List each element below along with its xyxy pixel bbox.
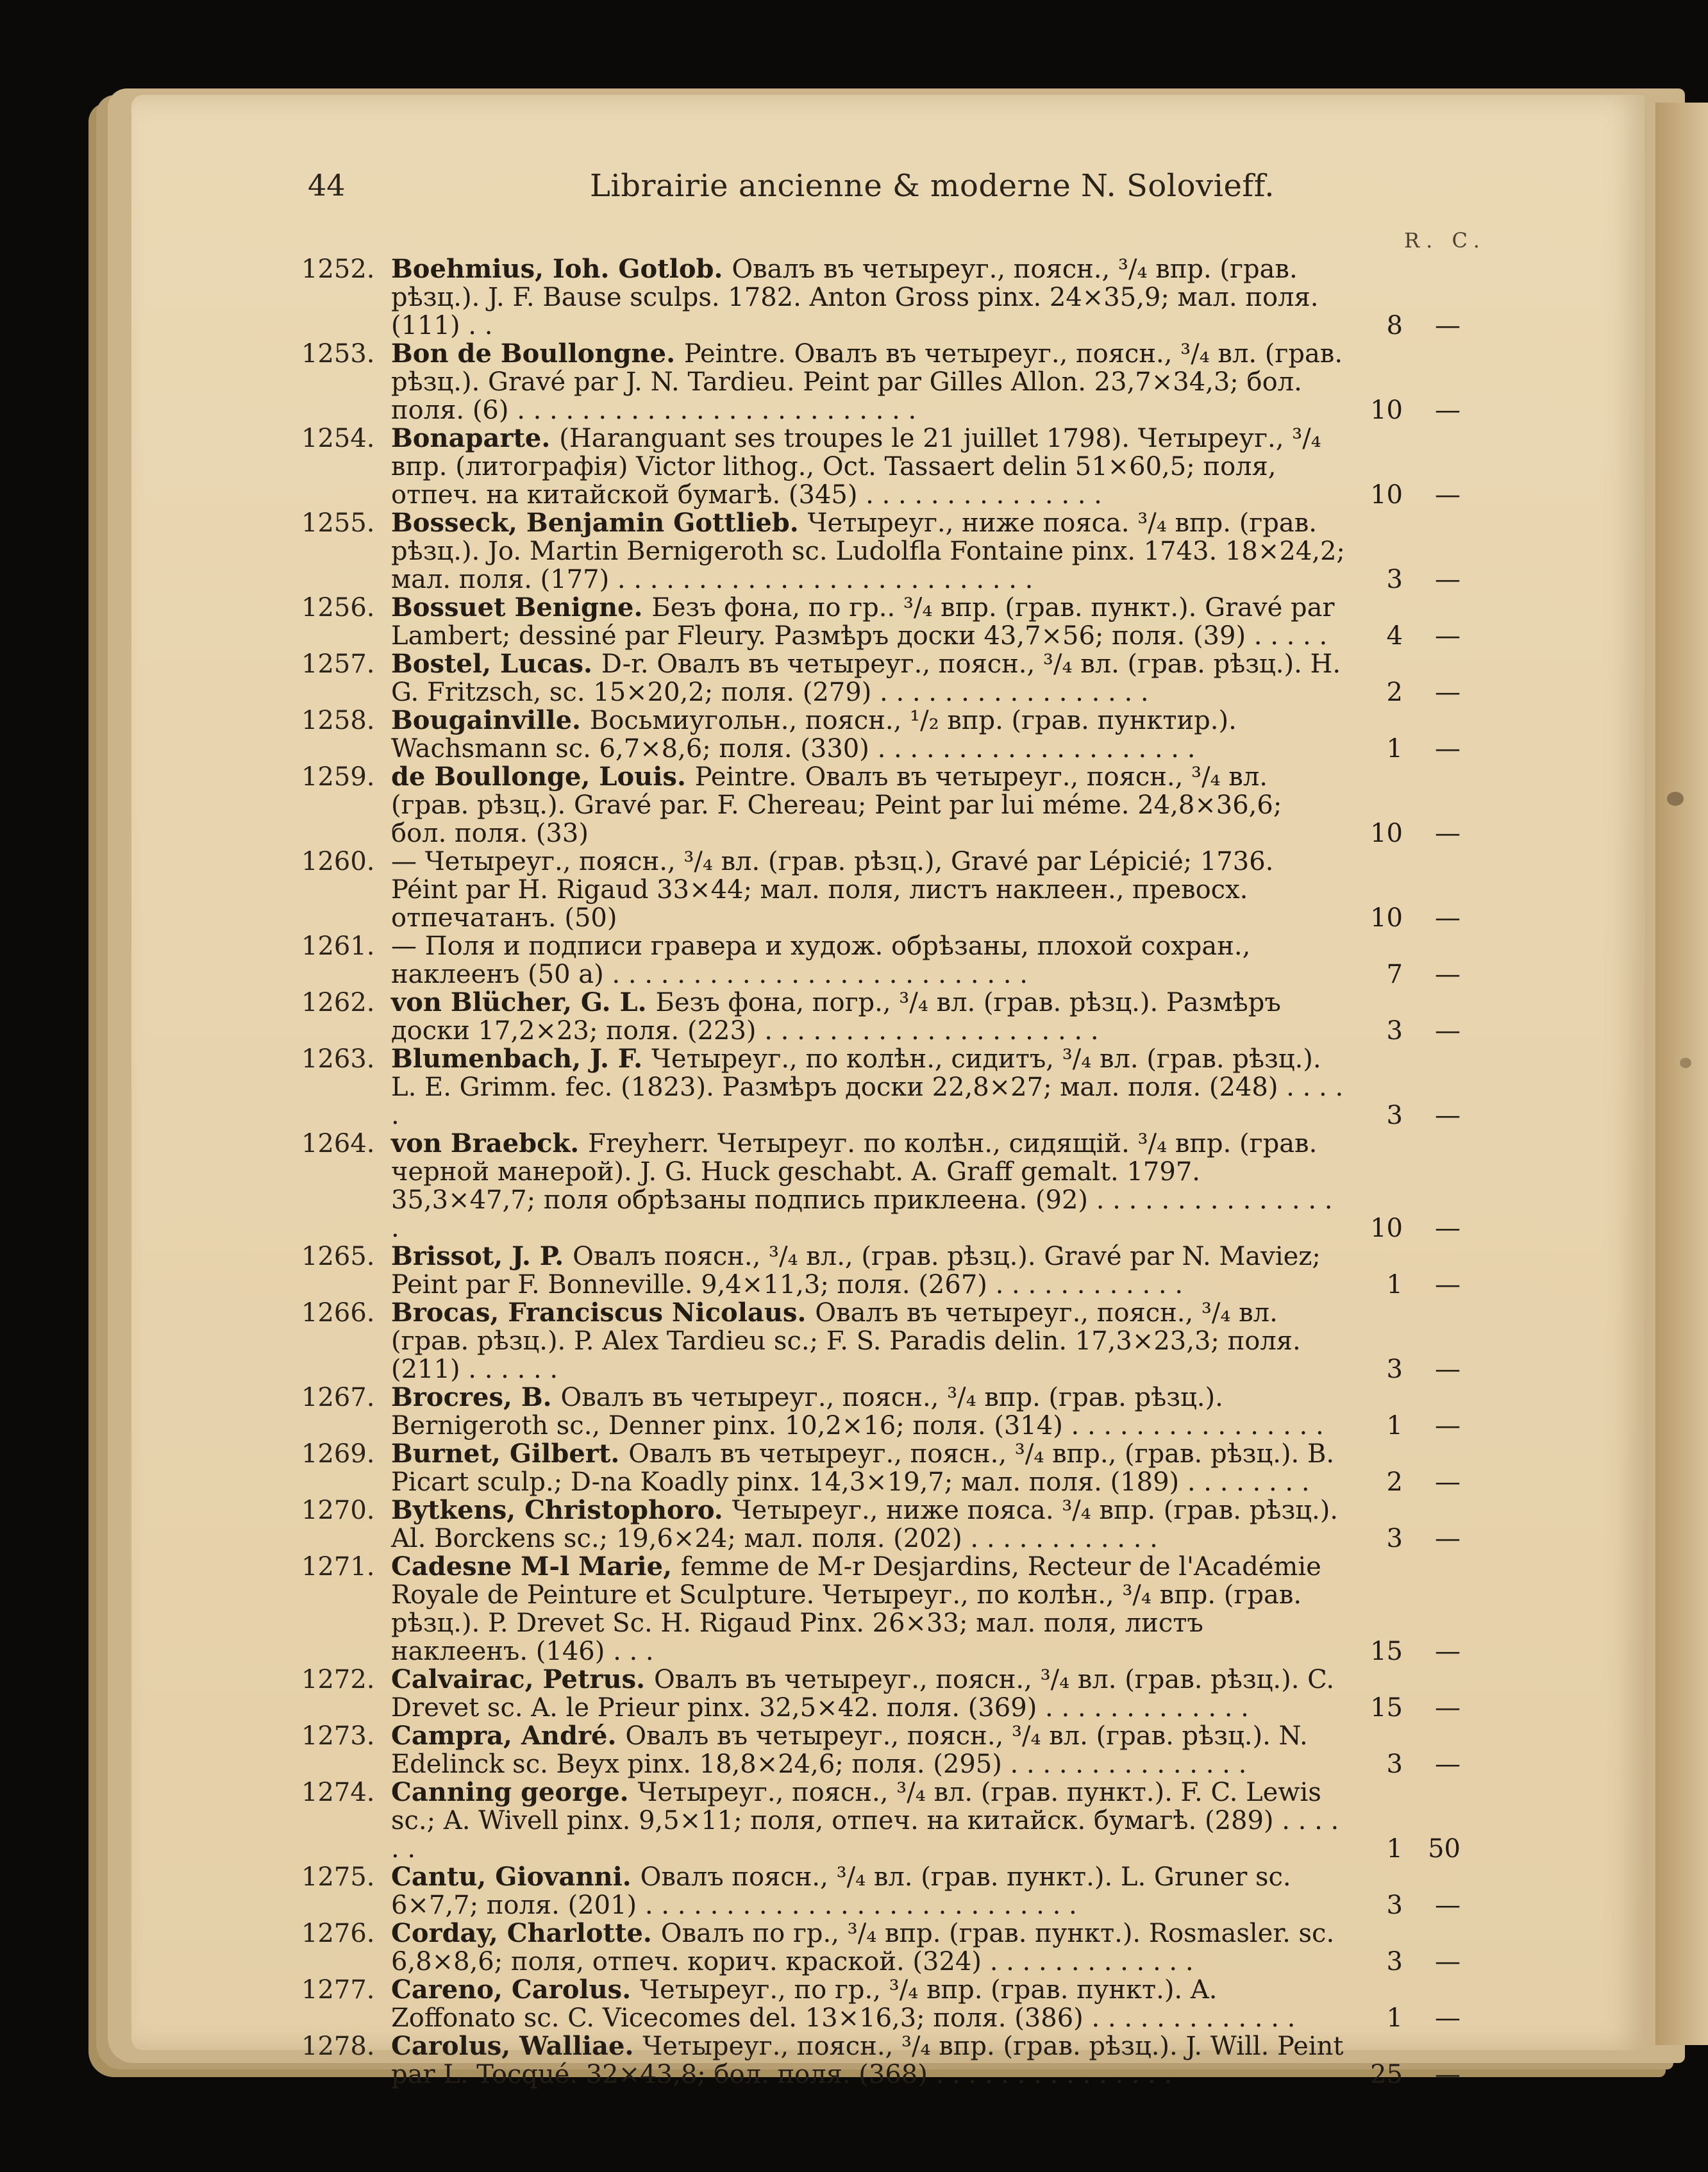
price-kopecks: — — [1435, 565, 1461, 594]
catalog-entry — [301, 706, 1468, 763]
entry-price — [1345, 340, 1468, 424]
price-kopecks: — — [1435, 311, 1461, 340]
entry-number: 1262. — [301, 988, 375, 1017]
entry-price — [1345, 650, 1468, 706]
entry-name: Careno, Carolus. — [391, 1975, 640, 2005]
entry-text: Четыреуг., поясн., ³/₄ вл. (грав. пункт.). F. C. Lewis sc.; A. Wivell pinx. 9,5×11; поля, отпеч. на китайск. бумагѣ. (289) . . . . . . — [391, 1778, 1339, 1864]
entry-description — [391, 2032, 1345, 2089]
price-kopecks: — — [1435, 1270, 1461, 1299]
price-kopecks: — — [1435, 2060, 1461, 2089]
entry-text: Овалъ въ четыреуг., поясн., ³/₄ вл. (грав. рѣзц.). C. Drevet sc. A. le Prieur pinx. 32,5×42. поля. (369) . . . . . . . . . . . . . — [391, 1665, 1335, 1723]
entry-price — [1345, 1242, 1468, 1299]
entry-name: Canning george. — [391, 1777, 638, 1807]
price-kopecks: — — [1435, 903, 1461, 933]
entry-text: Овалъ въ четыреуг., поясн., ³/₄ впр. (грав. рѣзц.). Bernigeroth sc., Denner pinx. 10,2×16; поля. (314) . . . . . . . . . . . . . . . . — [391, 1383, 1324, 1441]
catalog-entry — [301, 2032, 1468, 2089]
price-kopecks: — — [1435, 1524, 1461, 1553]
price-kopecks: — — [1435, 960, 1461, 989]
entry-number: 1277. — [301, 1975, 375, 2005]
price-rubles: 3 — [1386, 1750, 1403, 1779]
entry-price — [1345, 1976, 1468, 2032]
entry-price — [1345, 424, 1468, 509]
entry-number: 1260. — [301, 847, 375, 876]
entry-description — [391, 1045, 1345, 1130]
catalog-entry — [301, 594, 1468, 650]
entry-description — [391, 340, 1345, 424]
entry-description — [391, 1863, 1345, 1919]
entry-price — [1345, 706, 1468, 763]
entry-name: Bougainville. — [391, 705, 590, 735]
entry-price — [1345, 1130, 1468, 1242]
entry-description — [391, 1130, 1345, 1242]
price-rubles: 2 — [1386, 1467, 1403, 1497]
catalog-entry — [301, 1976, 1468, 2032]
price-kopecks: — — [1435, 1891, 1461, 1920]
entry-description — [391, 932, 1345, 989]
entry-number: 1273. — [301, 1721, 375, 1751]
price-rubles: 10 — [1370, 1214, 1403, 1243]
price-kopecks: 50 — [1428, 1834, 1461, 1864]
entry-text: Овалъ поясн., ³/₄ вл., (грав. рѣзц.). Gravé par N. Maviez; Peint par F. Bonneville. 9,4×11,3; поля. (267) . . . . . . . . . . . . — [391, 1242, 1321, 1299]
catalog-entry — [301, 424, 1468, 509]
entry-price — [1345, 509, 1468, 594]
entry-number: 1254. — [301, 424, 375, 453]
price-rubles: 2 — [1386, 678, 1403, 707]
entry-text: Безъ фона, погр., ³/₄ вл. (грав. рѣзц.). Размѣръ доски 17,2×23; поля. (223) . . . . . . . . . . . . . . . . . . . . . — [391, 988, 1281, 1046]
price-rubles: 3 — [1386, 1355, 1403, 1384]
price-rubles: 25 — [1370, 2060, 1403, 2089]
entry-price — [1345, 932, 1468, 989]
entry-text: Овалъ поясн., ³/₄ вл. (грав. пункт.). L. Gruner sc. 6×7,7; поля. (201) . . . . . . . . . . . . . . . . . . . . . . . . . . . — [391, 1862, 1291, 1920]
entry-number: 1257. — [301, 649, 375, 679]
entry-name: Bosseck, Benjamin Gottlieb. — [391, 508, 808, 538]
entry-number: 1252. — [301, 255, 375, 284]
entry-number: 1261. — [301, 931, 375, 961]
entry-name: Bossuet Benigne. — [391, 592, 652, 622]
entry-text: Восьмиугольн., поясн., ¹/₂ впр. (грав. пунктир.). Wachsmann sc. 6,7×8,6; поля. (330) . . . . . . . . . . . . . . . . . . . . — [391, 706, 1237, 764]
catalog-entry — [301, 509, 1468, 594]
entry-description — [391, 1666, 1345, 1722]
catalog-entry — [301, 1919, 1468, 1976]
price-kopecks: — — [1435, 1016, 1461, 1046]
entry-name: Brocas, Franciscus Nicolaus. — [391, 1298, 816, 1328]
entry-price — [1345, 848, 1468, 932]
entry-name: Brissot, J. P. — [391, 1241, 573, 1271]
entry-description — [391, 509, 1345, 594]
running-title: Librairie ancienne & moderne N. Solovieff. — [590, 168, 1275, 204]
entry-number: 1258. — [301, 706, 375, 735]
catalog-entry — [301, 1299, 1468, 1383]
price-rubles: 1 — [1386, 2003, 1403, 2033]
catalog-entry — [301, 1778, 1468, 1863]
entry-price — [1345, 1496, 1468, 1553]
catalog-entry — [301, 989, 1468, 1045]
entry-name: Cantu, Giovanni. — [391, 1862, 640, 1892]
price-rubles: 3 — [1386, 1101, 1403, 1130]
entry-price — [1345, 1045, 1468, 1130]
entry-price — [1345, 1863, 1468, 1919]
price-rubles: 3 — [1386, 1016, 1403, 1046]
entry-price — [1345, 2032, 1468, 2089]
price-rubles: 1 — [1386, 1270, 1403, 1299]
entry-description — [391, 1299, 1345, 1383]
entry-number: 1266. — [301, 1298, 375, 1328]
entry-number: 1272. — [301, 1665, 375, 1694]
entry-description — [391, 1976, 1345, 2032]
price-rubles: 3 — [1386, 565, 1403, 594]
price-rubles: 10 — [1370, 819, 1403, 848]
catalog-entry — [301, 763, 1468, 848]
entry-text: Овалъ въ четыреуг., поясн., ³/₄ вл. (грав. рѣзц.). N. Edelinck sc. Beyx pinx. 18,8×24,6; поля. (295) . . . . . . . . . . . . . . . — [391, 1721, 1308, 1779]
price-kopecks: — — [1435, 1750, 1461, 1779]
entry-price — [1345, 763, 1468, 848]
entry-description — [391, 1778, 1345, 1863]
price-rubles: 15 — [1370, 1637, 1403, 1666]
entry-number: 1275. — [301, 1862, 375, 1892]
entry-description — [391, 1383, 1345, 1440]
entry-text: femme de M-r Desjardins, Recteur de l'Académie Royale de Peinture et Sculpture. Четыреуг., по колѣн., ³/₄ впр. (грав. рѣзц.). P. Drevet Sc. H. Rigaud Pinx. 26×33; мал. поля, листъ наклеенъ. (146) . . . — [391, 1552, 1321, 1666]
entry-name: von Blücher, G. L. — [391, 987, 656, 1017]
entry-description — [391, 1919, 1345, 1976]
entry-price — [1345, 1553, 1468, 1666]
entry-text: Peintre. Овалъ въ четыреуг., поясн., ³/₄ вл. (грав. рѣзц.). Gravé par J. N. Tardieu. Peint par Gilles Allon. 23,7×34,3; бол. поля. (6) . . . . . . . . . . . . . . . . . . . . . . . . . — [391, 339, 1343, 425]
price-kopecks: — — [1435, 678, 1461, 707]
price-rubles: 3 — [1386, 1891, 1403, 1920]
paper-stain — [1667, 792, 1684, 806]
entry-number: 1269. — [301, 1439, 375, 1469]
entry-number: 1255. — [301, 508, 375, 538]
price-rubles: 3 — [1386, 1524, 1403, 1553]
facing-page-edge — [1655, 103, 1708, 2045]
price-kopecks: — — [1435, 1101, 1461, 1130]
entry-text: — Поля и подписи гравера и худож. обрѣзаны, плохой сохран., наклеенъ (50 a) . . . . . . . . . . . . . . . . . . . . . . . . . . — [391, 931, 1251, 989]
price-kopecks: — — [1435, 480, 1461, 510]
entry-number: 1274. — [301, 1778, 375, 1807]
page-header — [308, 168, 1436, 213]
entry-description — [391, 255, 1345, 340]
entry-number: 1276. — [301, 1919, 375, 1948]
price-kopecks: — — [1435, 1355, 1461, 1384]
entry-description — [391, 706, 1345, 763]
price-kopecks: — — [1435, 1411, 1461, 1441]
entry-name: Blumenbach, J. F. — [391, 1044, 652, 1074]
entry-name: Bytkens, Christophoro. — [391, 1495, 732, 1525]
price-kopecks: — — [1435, 1637, 1461, 1666]
price-kopecks: — — [1435, 1214, 1461, 1243]
entry-number: 1256. — [301, 593, 375, 622]
price-rubles: 4 — [1386, 621, 1403, 651]
entry-description — [391, 594, 1345, 650]
entry-name: Bonaparte. — [391, 423, 560, 453]
price-rubles: 1 — [1386, 734, 1403, 764]
catalog-entry — [301, 1045, 1468, 1130]
price-kopecks: — — [1435, 1467, 1461, 1497]
entry-number: 1270. — [301, 1496, 375, 1525]
entry-text: Четыреуг., ниже пояса. ³/₄ впр. (грав. рѣзц.). Jo. Martin Bernigeroth sc. Ludolfla Fontaine pinx. 1743. 18×24,2; мал. поля. (177) . . . . . . . . . . . . . . . . . . . . . . . . . . — [391, 508, 1345, 594]
entry-name: Corday, Charlotte. — [391, 1918, 661, 1948]
price-rubles: 10 — [1370, 903, 1403, 933]
entry-text: Четыреуг., поясн., ³/₄ впр. (грав. рѣзц.). J. Will. Peint par L. Tocqué. 32×43,8; бол. поля. (368) . . . . . . . . . . . . . . . — [391, 2032, 1344, 2089]
catalog-entry — [301, 1130, 1468, 1242]
entry-price — [1345, 1299, 1468, 1383]
entry-text: Овалъ въ четыреуг., поясн., ³/₄ вл. (грав. рѣзц.). P. Alex Tardieu sc.; F. S. Paradis delin. 17,3×23,3; поля. (211) . . . . . . — [391, 1298, 1301, 1384]
entry-price — [1345, 255, 1468, 340]
entry-number: 1278. — [301, 2032, 375, 2061]
catalog-entry — [301, 932, 1468, 989]
entry-price — [1345, 1383, 1468, 1440]
entry-text: Четыреуг., по гр., ³/₄ впр. (грав. пункт.). A. Zoffonato sc. C. Vicecomes del. 13×16,3; поля. (386) . . . . . . . . . . . . . — [391, 1975, 1296, 2033]
entry-price — [1345, 1919, 1468, 1976]
entry-name: Boehmius, Ioh. Gotlob. — [391, 254, 732, 284]
entry-text: (Haranguant ses troupes le 21 juillet 1798). Четыреуг., ³/₄ впр. (литографія) Victor lithog., Oct. Tassaert delin 51×60,5; поля, отпеч. на китайской бумагѣ. (345) . . . . . . . . . . . . . . . — [391, 424, 1321, 510]
entry-description — [391, 989, 1345, 1045]
catalog-entries — [301, 255, 1468, 2089]
price-rubles: 10 — [1370, 480, 1403, 510]
entry-text: Овалъ по гр., ³/₄ впр. (грав. пункт.). Rosmasler. sc. 6,8×8,6; поля, отпеч. корич. краской. (324) . . . . . . . . . . . . . — [391, 1919, 1335, 1976]
entry-price — [1345, 1440, 1468, 1496]
entry-name: Cadesne M-l Marie, — [391, 1551, 681, 1582]
price-rubles: 15 — [1370, 1693, 1403, 1723]
page-number: 44 — [308, 168, 346, 203]
price-rubles: 7 — [1386, 960, 1403, 989]
entry-name: Campra, André. — [391, 1721, 626, 1751]
entry-name: von Braebck. — [391, 1128, 589, 1158]
entry-price — [1345, 1666, 1468, 1722]
entry-description — [391, 424, 1345, 509]
entry-description — [391, 1242, 1345, 1299]
entry-price — [1345, 989, 1468, 1045]
entry-description — [391, 763, 1345, 848]
catalog-entry — [301, 1863, 1468, 1919]
entry-name: Bostel, Lucas. — [391, 649, 601, 679]
catalog-entry — [301, 1722, 1468, 1778]
entry-text: Овалъ въ четыреуг., поясн., ³/₄ впр. (грав. рѣзц.). J. F. Bause sculps. 1782. Anton Gross pinx. 24×35,9; мал. поля. (111) . . — [391, 255, 1319, 340]
price-column-header: R. C. — [1404, 228, 1486, 253]
catalog-entry — [301, 255, 1468, 340]
entry-name: de Boullonge, Louis. — [391, 762, 695, 792]
price-rubles: 8 — [1386, 311, 1403, 340]
price-rubles: 10 — [1370, 396, 1403, 425]
price-rubles: 3 — [1386, 1947, 1403, 1976]
entry-number: 1263. — [301, 1044, 375, 1074]
entry-name: Carolus, Walliae. — [391, 2031, 643, 2061]
entry-text: Четыреуг., по колѣн., сидитъ, ³/₄ вл. (грав. рѣзц.). L. E. Grimm. fec. (1823). Размѣръ доски 22,8×27; мал. поля. (248) . . . . . — [391, 1044, 1344, 1130]
entry-name: Calvairac, Petrus. — [391, 1664, 654, 1694]
price-kopecks: — — [1435, 819, 1461, 848]
entry-number: 1264. — [301, 1129, 375, 1158]
catalog-entry — [301, 1440, 1468, 1496]
catalog-entry — [301, 1496, 1468, 1553]
entry-number: 1271. — [301, 1552, 375, 1582]
entry-number: 1265. — [301, 1242, 375, 1271]
catalog-entry — [301, 1553, 1468, 1666]
entry-description — [391, 848, 1345, 932]
entry-description — [391, 1553, 1345, 1666]
price-rubles: 1 — [1386, 1834, 1403, 1864]
entry-name: Bon de Boullongne. — [391, 338, 684, 369]
entry-name: Brocres, B. — [391, 1382, 561, 1412]
entry-number: 1253. — [301, 339, 375, 369]
entry-text: Freyherr. Четыреуг. по колѣн., сидящій. ³/₄ впр. (грав. черной манерой). J. G. Huck geschabt. A. Graff gemalt. 1797. 35,3×47,7; поля обрѣзаны подпись приклеена. (92) . . . . . . . . . . . . . . . . — [391, 1129, 1333, 1243]
entry-price — [1345, 594, 1468, 650]
entry-description — [391, 1440, 1345, 1496]
entry-price — [1345, 1778, 1468, 1863]
paper-stain — [1680, 1058, 1691, 1068]
entry-text: Овалъ въ четыреуг., поясн., ³/₄ впр., (грав. рѣзц.). B. Picart sculp.; D-na Koadly pinx. 14,3×19,7; мал. поля. (189) . . . . . . . . — [391, 1439, 1335, 1497]
price-kopecks: — — [1435, 1947, 1461, 1976]
entry-price — [1345, 1722, 1468, 1778]
entry-description — [391, 1722, 1345, 1778]
price-kopecks: — — [1435, 621, 1461, 651]
price-kopecks: — — [1435, 2003, 1461, 2033]
entry-text: Четыреуг., ниже пояса. ³/₄ впр. (грав. рѣзц.). Al. Borckens sc.; 19,6×24; мал. поля. (202) . . . . . . . . . . . . — [391, 1496, 1339, 1553]
price-kopecks: — — [1435, 396, 1461, 425]
price-kopecks: — — [1435, 734, 1461, 764]
entry-text: D-r. Овалъ въ четыреуг., поясн., ³/₄ вл. (грав. рѣзц.). H. G. Fritzsch, sc. 15×20,2; поля. (279) . . . . . . . . . . . . . . . . . — [391, 649, 1341, 707]
entry-name: Burnet, Gilbert. — [391, 1439, 629, 1469]
entry-text: Безъ фона, по гр.. ³/₄ впр. (грав. пункт.). Gravé par Lambert; dessiné par Fleury. Размѣръ доски 43,7×56; поля. (39) . . . . . — [391, 593, 1335, 651]
catalog-entry — [301, 340, 1468, 424]
entry-number: 1259. — [301, 762, 375, 792]
catalog-entry — [301, 848, 1468, 932]
entry-text: — Четыреуг., поясн., ³/₄ вл. (грав. рѣзц.), Gravé par Lépicié; 1736. Péint par H. Rigaud 33×44; мал. поля, листъ наклеен., превосх. отпечатанъ. (50) — [391, 847, 1274, 933]
price-kopecks: — — [1435, 1693, 1461, 1723]
catalog-entry — [301, 650, 1468, 706]
entry-text: Peintre. Овалъ въ четыреуг., поясн., ³/₄ вл. (грав. рѣзц.). Gravé par. F. Chereau; Peint par lui méme. 24,8×36,6; бол. поля. (33) — [391, 762, 1282, 848]
catalog-entry — [301, 1242, 1468, 1299]
catalog-entry — [301, 1383, 1468, 1440]
entry-number: 1267. — [301, 1383, 375, 1412]
entry-description — [391, 650, 1345, 706]
entry-description — [391, 1496, 1345, 1553]
price-rubles: 1 — [1386, 1411, 1403, 1441]
catalog-entry — [301, 1666, 1468, 1722]
